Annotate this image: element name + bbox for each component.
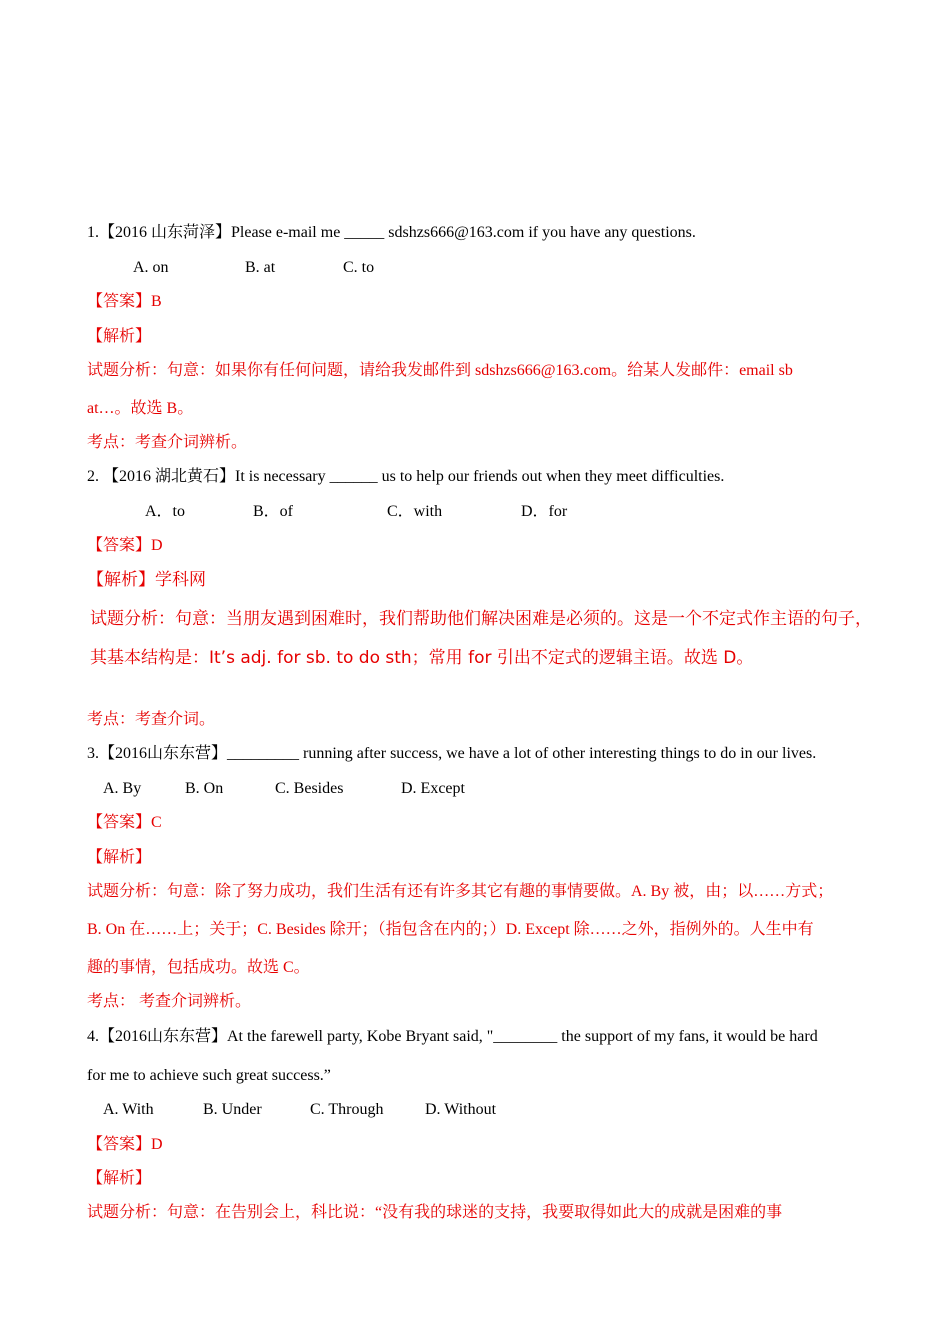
question-3-option-b: B. On (185, 780, 224, 797)
question-3-point: 考点： 考查介词辨析。 (87, 993, 252, 1010)
question-4-option-a: A. With (103, 1101, 154, 1118)
question-3-answer: 【答案】C (87, 814, 162, 831)
question-3-option-a: A. By (103, 780, 142, 797)
question-4-option-d: D. Without (425, 1101, 497, 1118)
question-2-option-a: A．to (145, 503, 186, 520)
question-4-analysis-line-1: 试题分析：句意：在告别会上，科比说：“没有我的球迷的支持，我要取得如此大的成就是困难的事 (87, 1204, 783, 1221)
question-2-option-c: C．with (387, 503, 443, 520)
question-1-option-a: A. on (133, 259, 169, 276)
question-2-point: 考点：考查介词。 (87, 711, 216, 728)
question-4-option-c: C. Through (310, 1101, 384, 1118)
question-1-analysis-label: 【解析】 (87, 328, 152, 345)
question-4-answer: 【答案】D (87, 1136, 163, 1153)
question-1-option-b: B. at (245, 259, 276, 276)
question-3-analysis-line-3: 趣的事情，包括成功。故选 C。 (87, 959, 310, 976)
question-4-stem-line-1: 4.【2016山东东营】At the farewell party, Kobe Bryant said, "________ the support of my fans, it would be hard (87, 1028, 818, 1045)
question-3-analysis-label: 【解析】 (87, 849, 152, 866)
question-1-point: 考点：考查介词辨析。 (87, 434, 248, 451)
question-2-stem: 2. 【2016 湖北黄石】It is necessary ______ us to help our friends out when they meet difficulties. (87, 468, 725, 485)
question-3-option-c: C. Besides (275, 780, 344, 797)
question-1-stem: 1.【2016 山东菏泽】Please e-mail me _____ sdshzs666@163.com if you have any questions. (87, 224, 696, 241)
question-3-analysis-line-1: 试题分析：句意：除了努力成功，我们生活有还有许多其它有趣的事情要做。A. By 被，由；以……方式； (87, 883, 834, 900)
question-2-answer: 【答案】D (87, 537, 163, 554)
question-1-answer: 【答案】B (87, 293, 162, 310)
question-2-analysis-line-1: 试题分析：句意：当朋友遇到困难时，我们帮助他们解决困难是必须的。这是一个不定式作主语的句子， (90, 609, 872, 629)
question-1-option-c: C. to (343, 259, 375, 276)
question-2-option-d: D．for (521, 503, 568, 520)
question-1-analysis-line-1: 试题分析：句意：如果你有任何问题，请给我发邮件到 sdshzs666@163.com。给某人发邮件：email sb (87, 362, 793, 379)
question-2-analysis-line-2: 其基本结构是：It’s adj. for sb. to do sth；常用 for 引出不定式的逻辑主语。故选 D。 (90, 648, 754, 668)
question-4-analysis-label: 【解析】 (87, 1170, 152, 1187)
question-4-stem-line-2: for me to achieve such great success.” (87, 1067, 331, 1084)
question-1-analysis-line-2: at…。故选 B。 (87, 400, 194, 417)
question-3-stem: 3.【2016山东东营】_________ running after success, we have a lot of other interesting things to do in our lives. (87, 745, 817, 762)
question-4-option-b: B. Under (203, 1101, 262, 1118)
question-2-analysis-label: 【解析】学科网 (87, 570, 206, 590)
question-2-option-b: B．of (253, 503, 294, 520)
question-3-analysis-line-2: B. On 在……上；关于；C. Besides 除开；（指包含在内的；）D. Except 除……之外，指例外的。人生中有 (87, 921, 814, 938)
question-3-option-d: D. Except (401, 780, 465, 797)
